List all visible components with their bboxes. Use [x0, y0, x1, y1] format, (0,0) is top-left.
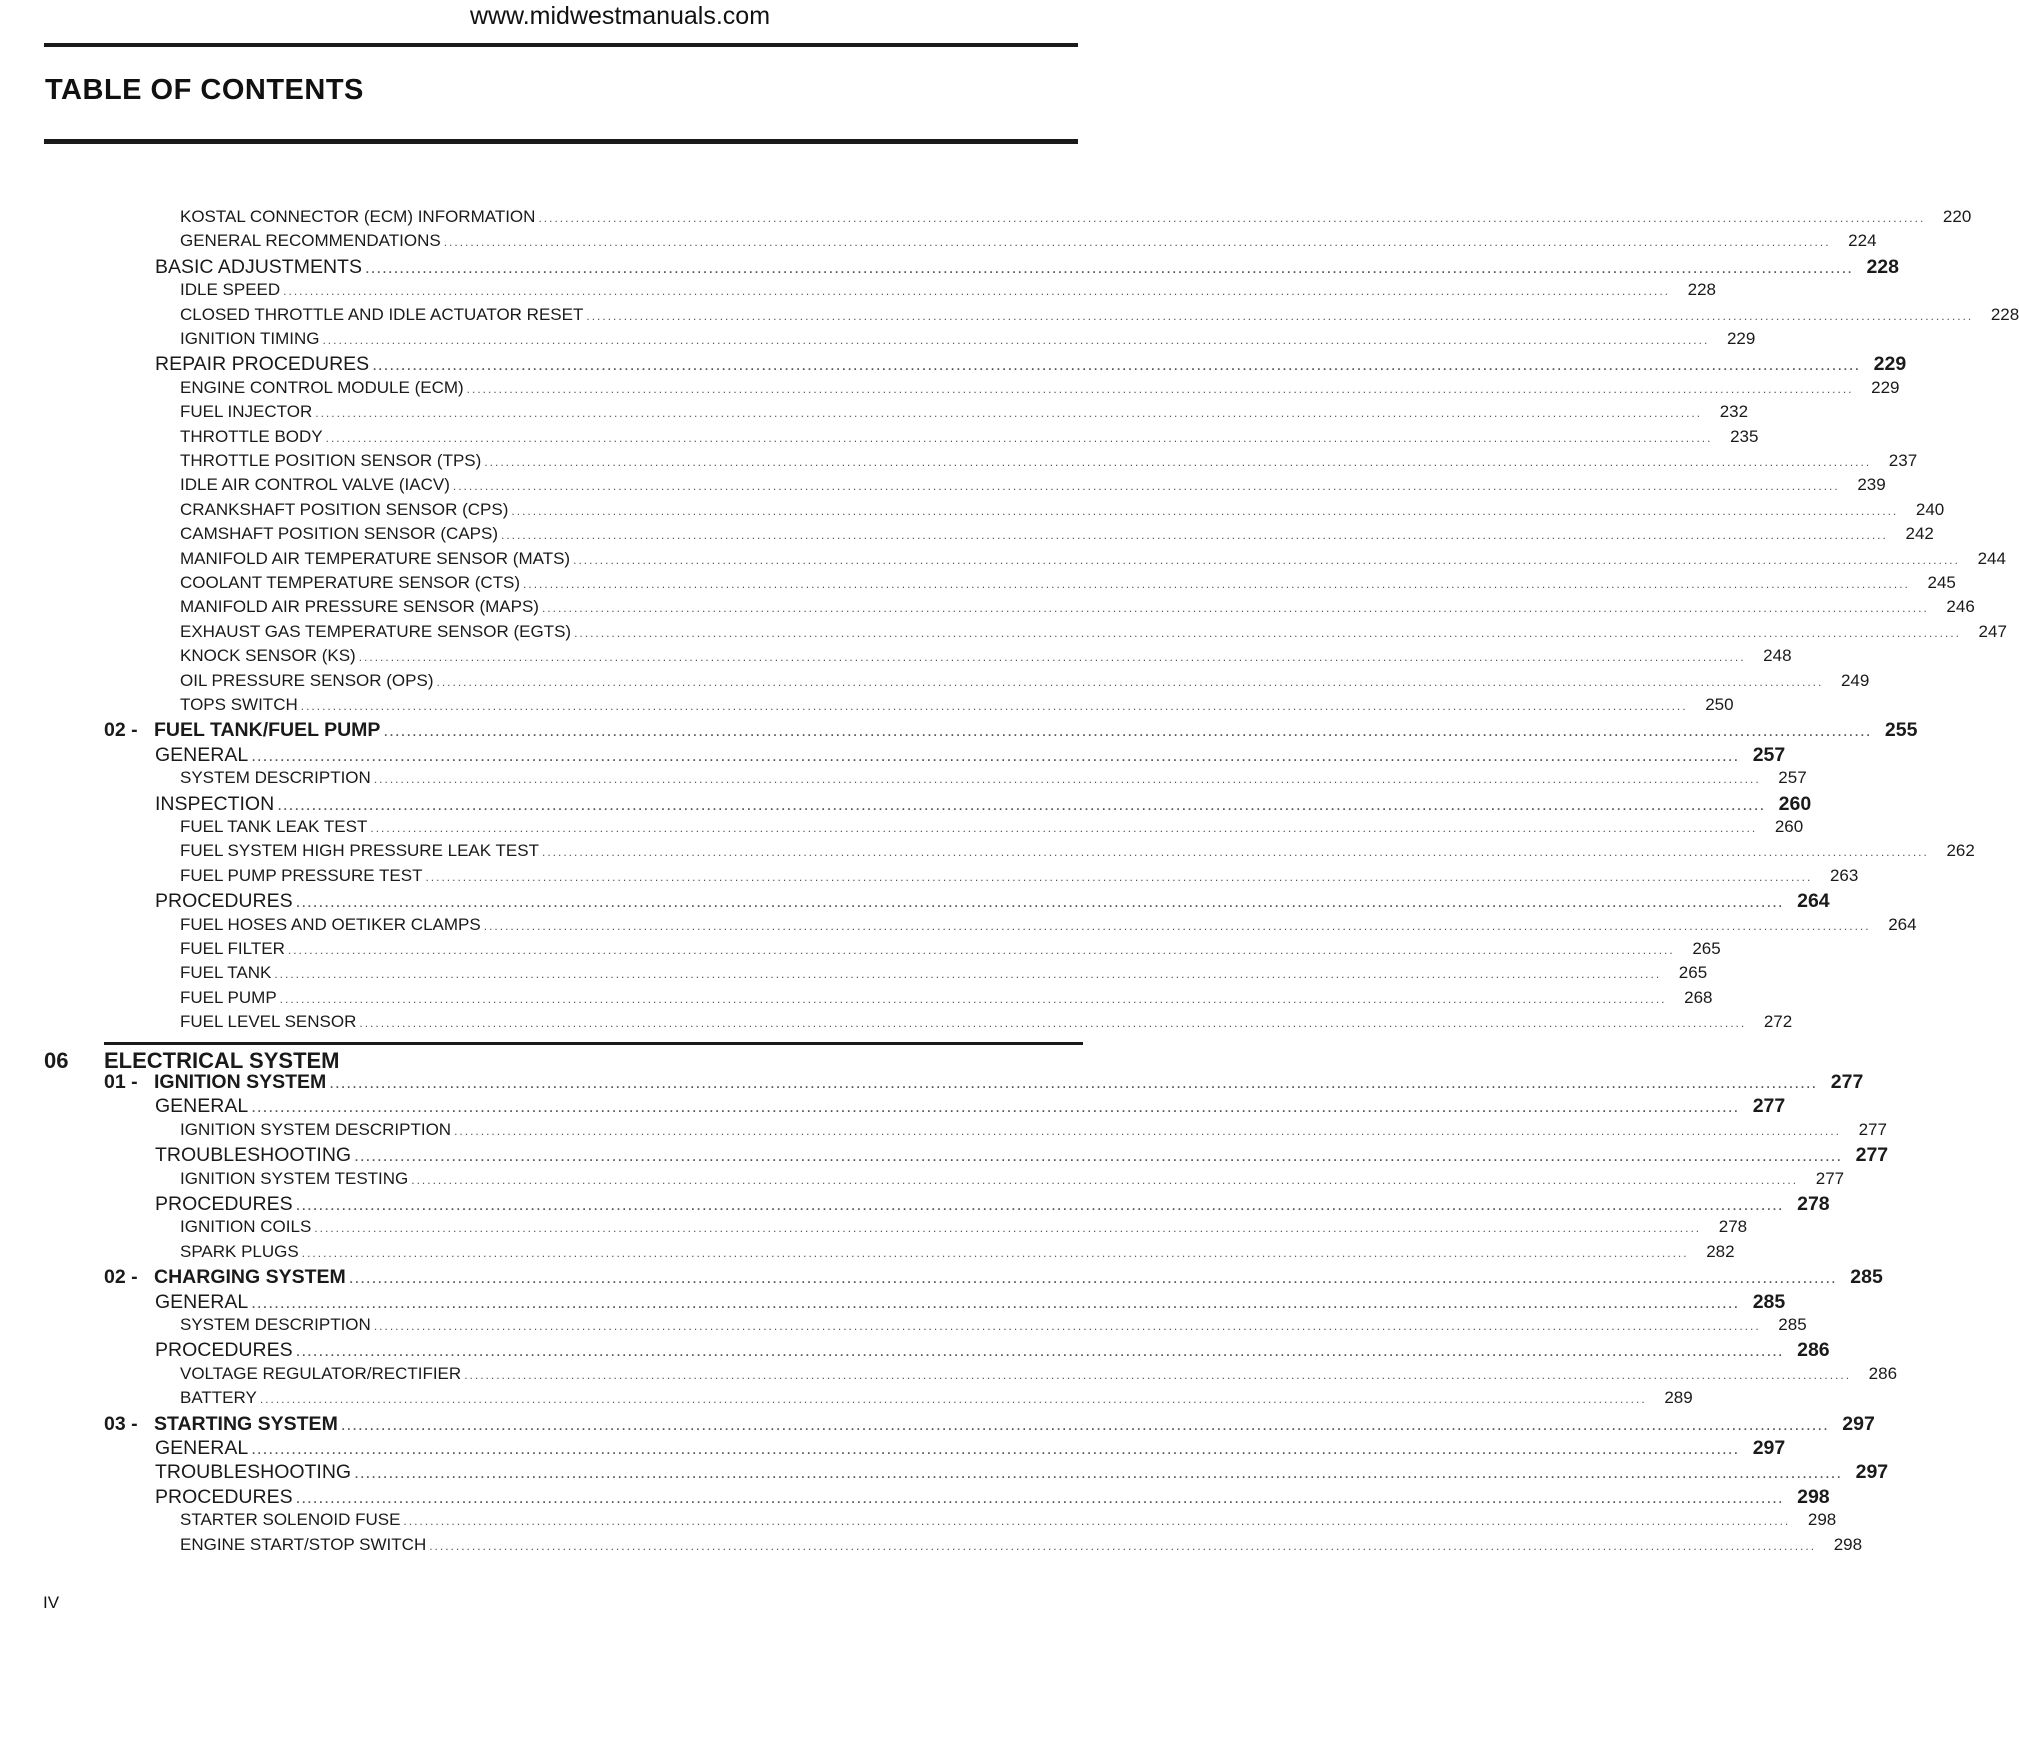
- toc-entry[interactable]: [155, 353, 1907, 376]
- toc-entry-page: 277: [1815, 1168, 1845, 1188]
- dot-leader: ....................................................................................................................................................................................................................................................................: [541, 845, 1929, 860]
- dot-leader: ....................................................................................................................................................................................................................................................................: [274, 967, 1662, 982]
- toc-entry-page: 235: [1730, 426, 1759, 446]
- toc-entry-page: 260: [1774, 817, 1804, 836]
- toc-entry-label: [155, 1095, 248, 1118]
- toc-entry-page: 285: [1850, 1266, 1883, 1289]
- toc-entry-title: GENERAL: [155, 1290, 249, 1313]
- toc-entry-page: 249: [1840, 670, 1870, 690]
- toc-entry-title: COOLANT TEMPERATURE SENSOR (CTS): [180, 573, 521, 592]
- toc-entry[interactable]: [180, 1012, 1793, 1034]
- toc-entry[interactable]: [155, 1339, 1830, 1362]
- toc-entry-page: 255: [1884, 719, 1918, 742]
- toc-entry-page: 232: [1719, 402, 1749, 422]
- toc-entry[interactable]: [155, 255, 1899, 278]
- dot-leader: ....................................................................................................................................................................................................................................................................: [354, 1146, 1843, 1166]
- toc-entry-page: 257: [1752, 743, 1786, 766]
- toc-entry-page: 246: [1946, 597, 1975, 617]
- toc-entry[interactable]: [180, 914, 1917, 937]
- toc-entry-title: SYSTEM DESCRIPTION: [180, 768, 371, 788]
- toc-entry-label: [104, 1413, 338, 1436]
- dot-leader: ....................................................................................................................................................................................................................................................................: [287, 943, 1675, 957]
- toc-entry-title: MANIFOLD AIR PRESSURE SENSOR (MAPS): [180, 597, 539, 617]
- toc-entry-page: 265: [1678, 963, 1708, 983]
- toc-entry-title: THROTTLE POSITION SENSOR (TPS): [180, 451, 482, 470]
- dot-leader: ....................................................................................................................................................................................................................................................................: [466, 381, 1854, 396]
- dot-leader: ....................................................................................................................................................................................................................................................................: [443, 235, 1831, 250]
- toc-entry-page: 272: [1763, 1012, 1793, 1032]
- dot-leader: ....................................................................................................................................................................................................................................................................: [511, 503, 1899, 518]
- dot-leader: ....................................................................................................................................................................................................................................................................: [340, 1414, 1829, 1434]
- toc-entry-label: [180, 963, 271, 983]
- toc-entry-label: [155, 1291, 248, 1314]
- toc-entry[interactable]: [180, 207, 1972, 229]
- toc-entry-label: [180, 1315, 371, 1335]
- chapter-number: 06: [44, 1047, 69, 1073]
- toc-entry-label: [180, 988, 277, 1008]
- toc-entry[interactable]: [180, 621, 2007, 644]
- toc-entry-label: [180, 231, 441, 251]
- toc-entry-page: 237: [1888, 451, 1918, 470]
- toc-entry-label: [180, 1120, 451, 1140]
- toc-entry-label: [104, 1266, 346, 1289]
- toc-entry-title: KOSTAL CONNECTOR (ECM) INFORMATION: [180, 207, 536, 226]
- toc-entry-title: INSPECTION: [155, 792, 275, 815]
- toc-entry-title: EXHAUST GAS TEMPERATURE SENSOR (EGTS): [180, 621, 572, 641]
- toc-entry[interactable]: [180, 426, 1759, 449]
- toc-entry-label: [180, 1535, 426, 1555]
- toc-entry[interactable]: [180, 841, 1975, 863]
- toc-entry-title: TOPS SWITCH: [180, 695, 298, 714]
- toc-entry-label: [155, 1461, 351, 1484]
- toc-entry-label: [180, 695, 298, 715]
- toc-entry-title: STARTER SOLENOID FUSE: [180, 1510, 401, 1530]
- toc-entry-page: 278: [1718, 1217, 1748, 1237]
- toc-entry-page: 229: [1873, 353, 1907, 376]
- toc-entry-prefix: 01 -: [104, 1071, 138, 1093]
- toc-entry-title: STARTING SYSTEM: [154, 1412, 338, 1435]
- toc-entry[interactable]: [180, 1388, 1693, 1410]
- toc-entry-title: BATTERY: [180, 1388, 257, 1408]
- toc-entry-page: 286: [1868, 1363, 1898, 1383]
- toc-entry-page: 260: [1778, 792, 1812, 815]
- toc-entry[interactable]: [180, 670, 1870, 693]
- page-title: TABLE OF CONTENTS: [45, 74, 364, 106]
- toc-entry[interactable]: [180, 939, 1721, 961]
- toc-entry-title: VOLTAGE REGULATOR/RECTIFIER: [180, 1363, 462, 1383]
- toc-entry-label: [180, 817, 367, 837]
- toc-entry[interactable]: [180, 231, 1877, 253]
- toc-entry-label: [155, 353, 369, 376]
- toc-entry[interactable]: [180, 987, 1713, 1010]
- toc-entry-page: 247: [1978, 621, 2007, 641]
- toc-entry-title: KNOCK SENSOR (KS): [180, 646, 356, 666]
- dot-leader: ....................................................................................................................................................................................................................................................................: [251, 1292, 1740, 1312]
- toc-entry-label: [180, 1012, 356, 1032]
- toc-entry-title: FUEL TANK: [180, 963, 272, 983]
- dot-leader: ....................................................................................................................................................................................................................................................................: [329, 1073, 1818, 1092]
- dot-leader: ....................................................................................................................................................................................................................................................................: [373, 1319, 1761, 1333]
- toc-entry-label: [104, 719, 380, 742]
- toc-entry-label: [155, 890, 293, 913]
- toc-entry-page: 285: [1752, 1290, 1786, 1313]
- dot-leader: ....................................................................................................................................................................................................................................................................: [541, 601, 1929, 616]
- toc-entry-title: FUEL TANK LEAK TEST: [180, 817, 368, 836]
- dot-leader: ....................................................................................................................................................................................................................................................................: [383, 721, 1872, 741]
- toc-entry-page: 264: [1888, 914, 1917, 934]
- toc-entry[interactable]: [155, 743, 1786, 766]
- toc-entry-label: [180, 305, 583, 325]
- toc-entry[interactable]: [180, 377, 1900, 400]
- toc-entry-title: SYSTEM DESCRIPTION: [180, 1315, 371, 1334]
- toc-entry[interactable]: [180, 329, 1756, 351]
- dot-leader: ....................................................................................................................................................................................................................................................................: [538, 211, 1926, 225]
- dot-leader: ....................................................................................................................................................................................................................................................................: [586, 308, 1974, 323]
- toc-entry[interactable]: [180, 1363, 1898, 1386]
- dot-leader: ....................................................................................................................................................................................................................................................................: [483, 918, 1871, 933]
- dot-leader: ....................................................................................................................................................................................................................................................................: [301, 1245, 1689, 1260]
- toc-entry-prefix: 02 -: [104, 719, 138, 742]
- toc-entry-label: [180, 207, 535, 227]
- toc-entry-label: [180, 1217, 311, 1237]
- toc-entry-label: [180, 915, 481, 935]
- toc-entry-label: [180, 1510, 400, 1530]
- toc-entry-title: CAMSHAFT POSITION SENSOR (CAPS): [180, 524, 499, 544]
- toc-entry-label: [155, 1193, 293, 1216]
- toc-entry-page: 297: [1842, 1412, 1875, 1435]
- toc-entry-page: 289: [1664, 1388, 1693, 1408]
- toc-entry-label: [180, 280, 280, 300]
- toc-entry-title: IDLE SPEED: [180, 280, 281, 300]
- toc-entry-title: CRANKSHAFT POSITION SENSOR (CPS): [180, 499, 509, 519]
- toc-entry[interactable]: [155, 792, 1812, 815]
- dot-leader: ....................................................................................................................................................................................................................................................................: [295, 1487, 1784, 1507]
- toc-entry[interactable]: [180, 695, 1734, 717]
- toc-entry-title: FUEL PUMP: [180, 987, 277, 1007]
- toc-entry[interactable]: [155, 890, 1830, 913]
- header-rule: [44, 43, 1078, 47]
- toc-entry-page: 298: [1807, 1510, 1837, 1530]
- toc-entry[interactable]: [180, 1510, 1837, 1532]
- dot-leader: ....................................................................................................................................................................................................................................................................: [372, 355, 1861, 375]
- toc-entry-label: [180, 768, 371, 788]
- toc-entry-label: [155, 1144, 351, 1167]
- dot-leader: ....................................................................................................................................................................................................................................................................: [429, 1538, 1817, 1553]
- toc-entry-label: [180, 841, 539, 861]
- toc-entry-title: OIL PRESSURE SENSOR (OPS): [180, 670, 434, 690]
- dot-leader: ....................................................................................................................................................................................................................................................................: [295, 892, 1784, 912]
- toc-entry-label: [180, 1388, 257, 1408]
- toc-entry-label: [155, 744, 248, 767]
- toc-entry[interactable]: [180, 524, 1934, 546]
- toc-entry-page: 278: [1797, 1193, 1830, 1215]
- toc-entry[interactable]: [180, 597, 1975, 619]
- toc-entry-page: 224: [1848, 231, 1877, 251]
- toc-entry-title: TROUBLESHOOTING: [155, 1144, 352, 1167]
- toc-entry-page: 264: [1797, 890, 1830, 913]
- toc-entry-label: [180, 427, 323, 447]
- toc-entry-label: [104, 1071, 326, 1094]
- toc-entry-label: [155, 1437, 248, 1460]
- toc-entry[interactable]: [104, 1412, 1875, 1435]
- toc-entry[interactable]: [180, 1119, 1887, 1142]
- toc-entry-title: FUEL SYSTEM HIGH PRESSURE LEAK TEST: [180, 841, 539, 861]
- toc-entry[interactable]: [180, 304, 2019, 327]
- toc-entry-title: SPARK PLUGS: [180, 1241, 299, 1261]
- toc-entry-prefix: 02 -: [104, 1266, 138, 1289]
- toc-entry-page: 298: [1833, 1534, 1863, 1554]
- toc-entry-label: [180, 939, 285, 959]
- toc-entry-label: [180, 622, 571, 642]
- toc-entry-label: [180, 1364, 461, 1384]
- toc-entry-page: 286: [1797, 1339, 1830, 1362]
- dot-leader: ....................................................................................................................................................................................................................................................................: [277, 794, 1766, 814]
- toc-entry-label: [155, 793, 274, 816]
- dot-leader: ....................................................................................................................................................................................................................................................................: [454, 1123, 1841, 1138]
- dot-leader: ....................................................................................................................................................................................................................................................................: [251, 1097, 1740, 1117]
- dot-leader: ....................................................................................................................................................................................................................................................................: [411, 1172, 1799, 1187]
- toc-entry-title: CLOSED THROTTLE AND IDLE ACTUATOR RESET: [180, 304, 584, 324]
- toc-entry-title: TROUBLESHOOTING: [155, 1461, 352, 1484]
- toc-entry-page: 228: [1687, 280, 1716, 300]
- toc-entry-title: PROCEDURES: [155, 1193, 293, 1215]
- page-number: IV: [43, 1593, 60, 1612]
- title-rule: [44, 139, 1078, 144]
- toc-entry[interactable]: [180, 963, 1708, 985]
- chapter-rule: [104, 1042, 1083, 1045]
- dot-leader: ....................................................................................................................................................................................................................................................................: [251, 1439, 1740, 1458]
- toc-entry-label: [180, 500, 508, 520]
- toc-entry-page: 228: [1866, 255, 1899, 278]
- dot-leader: ....................................................................................................................................................................................................................................................................: [251, 745, 1740, 765]
- toc-entry-title: PROCEDURES: [155, 1339, 293, 1362]
- chapter-title: ELECTRICAL SYSTEM: [104, 1047, 340, 1073]
- dot-leader: ....................................................................................................................................................................................................................................................................: [573, 552, 1960, 567]
- toc-entry[interactable]: [180, 499, 1945, 522]
- toc-entry-label: [155, 1339, 293, 1362]
- toc-entry-page: 245: [1927, 573, 1956, 592]
- toc-entry-title: FUEL FILTER: [180, 939, 285, 958]
- toc-entry-prefix: 03 -: [104, 1412, 138, 1435]
- toc-entry[interactable]: [155, 1461, 1889, 1484]
- dot-leader: ....................................................................................................................................................................................................................................................................: [315, 406, 1703, 421]
- toc-entry-label: [180, 671, 433, 691]
- toc-entry-page: 277: [1858, 1119, 1887, 1139]
- toc-entry-page: 229: [1726, 329, 1756, 348]
- toc-entry[interactable]: [155, 1095, 1786, 1118]
- toc-entry[interactable]: [180, 548, 2006, 571]
- dot-leader: ....................................................................................................................................................................................................................................................................: [464, 1367, 1852, 1382]
- dot-leader: ....................................................................................................................................................................................................................................................................: [484, 455, 1872, 469]
- toc-entry-title: IDLE AIR CONTROL VALVE (IACV): [180, 475, 450, 495]
- toc-entry[interactable]: [180, 768, 1807, 790]
- dot-leader: ....................................................................................................................................................................................................................................................................: [259, 1392, 1647, 1407]
- dot-leader: ....................................................................................................................................................................................................................................................................: [295, 1195, 1784, 1214]
- toc-entry-page: 248: [1763, 646, 1792, 666]
- toc-entry[interactable]: [104, 719, 1918, 742]
- toc-entry-label: [155, 1486, 293, 1509]
- dot-leader: ....................................................................................................................................................................................................................................................................: [325, 430, 1713, 445]
- toc-entry[interactable]: [180, 817, 1804, 839]
- toc-entry-label: [180, 378, 464, 398]
- toc-entry-page: 239: [1857, 475, 1886, 495]
- toc-entry-title: IGNITION SYSTEM: [154, 1071, 327, 1093]
- toc-entry-label: [180, 866, 422, 886]
- toc-entry[interactable]: [180, 573, 1956, 595]
- dot-leader: ....................................................................................................................................................................................................................................................................: [364, 257, 1853, 277]
- dot-leader: ....................................................................................................................................................................................................................................................................: [574, 625, 1961, 640]
- toc-entry-page: 250: [1705, 695, 1734, 714]
- toc-entry-title: GENERAL: [155, 1095, 249, 1118]
- dot-leader: ....................................................................................................................................................................................................................................................................: [403, 1514, 1791, 1529]
- toc-entry-title: ENGINE CONTROL MODULE (ECM): [180, 377, 464, 397]
- toc-entry-title: THROTTLE BODY: [180, 426, 323, 446]
- toc-entry-page: 240: [1915, 499, 1945, 519]
- toc-entry-label: [180, 573, 520, 593]
- toc-entry[interactable]: [104, 1266, 1883, 1289]
- toc-entry-title: FUEL PUMP PRESSURE TEST: [180, 865, 423, 885]
- dot-leader: ....................................................................................................................................................................................................................................................................: [425, 869, 1813, 884]
- toc-entry[interactable]: [180, 1315, 1807, 1337]
- toc-entry[interactable]: [180, 1217, 1748, 1239]
- toc-entry-page: 277: [1752, 1095, 1786, 1118]
- toc-entry-page: 242: [1905, 524, 1934, 544]
- site-url: www.midwestmanuals.com: [469, 2, 771, 30]
- toc-entry[interactable]: [180, 451, 1918, 473]
- toc-entry-label: [180, 451, 481, 471]
- toc-entry-title: GENERAL: [155, 743, 249, 766]
- toc-entry-page: 268: [1684, 987, 1713, 1007]
- chapter-heading: [104, 1047, 340, 1073]
- dot-leader: ....................................................................................................................................................................................................................................................................: [359, 1016, 1747, 1031]
- dot-leader: ....................................................................................................................................................................................................................................................................: [452, 479, 1840, 494]
- toc-entry-page: 277: [1855, 1144, 1889, 1167]
- toc-entry-page: 277: [1830, 1071, 1864, 1093]
- toc-entry-title: CHARGING SYSTEM: [154, 1266, 346, 1289]
- toc-entry-title: MANIFOLD AIR TEMPERATURE SENSOR (MATS): [180, 548, 571, 568]
- toc-entry[interactable]: [155, 1437, 1786, 1459]
- toc-entry-page: 228: [1990, 304, 2019, 324]
- toc-entry[interactable]: [155, 1290, 1786, 1313]
- toc-entry-page: 263: [1829, 865, 1859, 885]
- toc-entry-title: PROCEDURES: [155, 1485, 293, 1508]
- dot-leader: ....................................................................................................................................................................................................................................................................: [370, 821, 1758, 835]
- dot-leader: ....................................................................................................................................................................................................................................................................: [436, 674, 1824, 689]
- toc-entry-title: GENERAL: [155, 1437, 249, 1459]
- dot-leader: ....................................................................................................................................................................................................................................................................: [300, 699, 1688, 713]
- dot-leader: ....................................................................................................................................................................................................................................................................: [501, 528, 1888, 543]
- dot-leader: ....................................................................................................................................................................................................................................................................: [373, 772, 1761, 787]
- toc-entry-page: 297: [1855, 1461, 1889, 1484]
- toc-entry-title: IGNITION COILS: [180, 1217, 312, 1237]
- dot-leader: ....................................................................................................................................................................................................................................................................: [295, 1341, 1784, 1361]
- toc-entry-title: FUEL TANK/FUEL PUMP: [154, 719, 381, 742]
- toc-entry-title: ENGINE START/STOP SWITCH: [180, 1534, 427, 1554]
- toc-entry-label: [180, 549, 570, 569]
- toc-entry[interactable]: [180, 1534, 1863, 1557]
- toc-entry-label: [180, 597, 539, 617]
- toc-entry-label: [180, 475, 450, 495]
- toc-entry-title: IGNITION SYSTEM DESCRIPTION: [180, 1119, 452, 1139]
- toc-entry[interactable]: [104, 1071, 1864, 1093]
- toc-entry[interactable]: [180, 646, 1792, 668]
- toc-entry-page: 220: [1942, 207, 1972, 226]
- toc-entry-page: 285: [1778, 1315, 1807, 1334]
- toc-entry-title: IGNITION SYSTEM TESTING: [180, 1168, 409, 1188]
- toc-entry[interactable]: [180, 475, 1886, 497]
- toc-entry-page: 265: [1692, 939, 1721, 958]
- dot-leader: ....................................................................................................................................................................................................................................................................: [283, 284, 1670, 299]
- dot-leader: ....................................................................................................................................................................................................................................................................: [322, 333, 1710, 347]
- toc-entry-page: 244: [1977, 548, 2006, 568]
- toc-entry-title: PROCEDURES: [155, 890, 293, 913]
- toc-entry[interactable]: [155, 1144, 1889, 1167]
- toc-entry-page: 257: [1778, 768, 1807, 788]
- dot-leader: ....................................................................................................................................................................................................................................................................: [279, 991, 1667, 1006]
- toc-entry-title: GENERAL RECOMMENDATIONS: [180, 231, 441, 251]
- toc-entry-title: IGNITION TIMING: [180, 329, 320, 348]
- dot-leader: ....................................................................................................................................................................................................................................................................: [348, 1268, 1837, 1288]
- toc-entry-title: FUEL LEVEL SENSOR: [180, 1012, 357, 1032]
- toc-entry-page: 262: [1946, 841, 1975, 861]
- toc-entry[interactable]: [180, 1168, 1845, 1191]
- toc-entry[interactable]: [180, 1241, 1735, 1264]
- toc-entry[interactable]: [155, 1485, 1830, 1508]
- toc-entry-page: 297: [1752, 1437, 1786, 1459]
- dot-leader: ....................................................................................................................................................................................................................................................................: [314, 1221, 1702, 1236]
- toc-entry-label: [180, 1169, 408, 1189]
- toc-entry-label: [180, 402, 312, 422]
- dot-leader: ....................................................................................................................................................................................................................................................................: [354, 1463, 1843, 1483]
- dot-leader: ....................................................................................................................................................................................................................................................................: [523, 577, 1910, 591]
- toc-entry[interactable]: [155, 1193, 1830, 1215]
- toc-entry-title: FUEL INJECTOR: [180, 402, 313, 422]
- toc-entry[interactable]: [180, 865, 1859, 888]
- toc-entry-page: 298: [1797, 1485, 1830, 1508]
- toc-entry-label: [180, 1242, 299, 1262]
- toc-entry-page: 229: [1871, 377, 1900, 397]
- toc-entry-page: 282: [1706, 1241, 1735, 1261]
- toc-entry-title: REPAIR PROCEDURES: [155, 353, 370, 376]
- toc-entry[interactable]: [180, 280, 1716, 302]
- dot-leader: ....................................................................................................................................................................................................................................................................: [358, 650, 1746, 665]
- toc-entry-label: [180, 646, 356, 666]
- toc-entry-label: [155, 256, 362, 279]
- toc-entry-title: BASIC ADJUSTMENTS: [155, 255, 362, 278]
- toc-entry-label: [180, 329, 319, 349]
- toc-entry-title: FUEL HOSES AND OETIKER CLAMPS: [180, 914, 481, 934]
- toc-entry[interactable]: [180, 402, 1749, 424]
- toc-entry-label: [180, 524, 498, 544]
